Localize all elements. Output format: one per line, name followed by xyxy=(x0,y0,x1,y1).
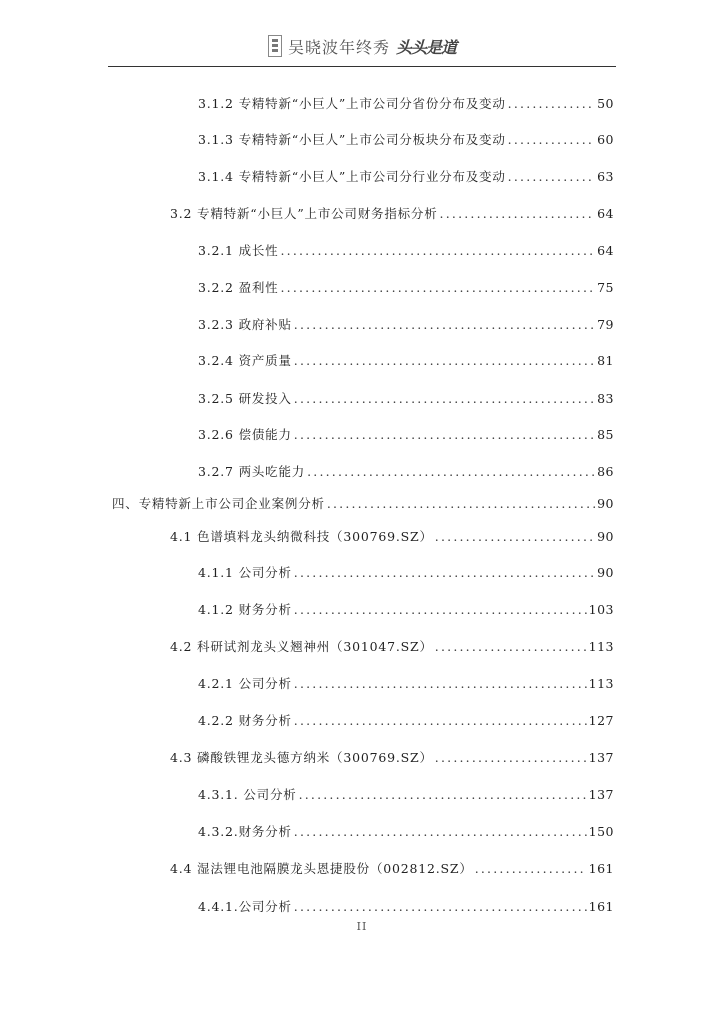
toc-leader-dots xyxy=(299,785,587,805)
toc-entry-page: 64 xyxy=(597,243,614,258)
toc-entry[interactable] xyxy=(198,563,614,583)
toc-leader-dots xyxy=(435,527,595,547)
toc-entry-page: 75 xyxy=(597,280,614,295)
toc-entry-page: 86 xyxy=(597,464,614,479)
toc-entry-title: 4.3 磷酸铁锂龙头德方纳米（300769.SZ） xyxy=(170,750,433,765)
toc-entry-page: 60 xyxy=(597,132,614,147)
toc-leader-dots xyxy=(294,600,587,620)
toc-entry[interactable] xyxy=(198,389,614,409)
toc-entry-page: 90 xyxy=(597,529,614,544)
toc-leader-dots xyxy=(294,351,595,371)
toc-entry-page: 137 xyxy=(588,787,614,802)
toc-leader-dots xyxy=(440,204,596,224)
toc-leader-dots xyxy=(280,278,595,298)
toc-entry-page: 85 xyxy=(597,427,614,442)
toc-leader-dots xyxy=(294,563,595,583)
toc-entry-page: 90 xyxy=(597,565,614,580)
toc-entry[interactable] xyxy=(198,241,614,261)
toc-entry-title: 4.2.1 公司分析 xyxy=(198,676,292,691)
toc-entry-page: 79 xyxy=(597,317,614,332)
toc-entry-page: 103 xyxy=(588,602,614,617)
toc-leader-dots xyxy=(508,94,595,114)
toc-leader-dots xyxy=(294,315,595,335)
toc-entry-page: 113 xyxy=(588,639,614,654)
toc-entry-title: 4.4 湿法锂电池隔膜龙头恩捷股份（002812.SZ） xyxy=(170,861,473,876)
toc-entry-page: 64 xyxy=(597,206,614,221)
toc-entry-title: 4.4.1.公司分析 xyxy=(198,899,292,914)
toc-entry-title: 3.1.3 专精特新“小巨人”上市公司分板块分布及变动 xyxy=(198,132,506,147)
toc-entry[interactable] xyxy=(170,859,614,879)
toc-entry-title: 4.1.1 公司分析 xyxy=(198,565,292,580)
toc-entry-title: 4.1 色谱填料龙头纳微科技（300769.SZ） xyxy=(170,529,433,544)
toc-leader-dots xyxy=(294,674,587,694)
toc-entry[interactable] xyxy=(198,315,614,335)
toc-entry-page: 113 xyxy=(588,676,614,691)
toc-entry[interactable] xyxy=(198,711,614,731)
toc-leader-dots xyxy=(294,822,587,842)
toc-leader-dots xyxy=(294,711,587,731)
toc-entry[interactable] xyxy=(198,130,614,150)
toc-leader-dots xyxy=(435,637,587,657)
toc-entry[interactable] xyxy=(170,637,614,657)
toc-entry-page: 50 xyxy=(597,96,614,111)
toc-leader-dots xyxy=(475,859,587,879)
toc-entry-title: 四、专精特新上市公司企业案例分析 xyxy=(112,496,325,511)
toc-entry[interactable] xyxy=(198,425,614,445)
toc-leader-dots xyxy=(294,897,587,917)
toc-entry-page: 81 xyxy=(597,353,614,368)
toc-entry-page: 127 xyxy=(588,713,614,728)
toc-leader-dots xyxy=(508,130,595,150)
toc-entry-title: 4.3.2.财务分析 xyxy=(198,824,292,839)
toc-entry-page: 137 xyxy=(588,750,614,765)
toc-entry-page: 90 xyxy=(597,496,614,511)
brand-title: 吴晓波年终秀 xyxy=(287,37,390,57)
toc-entry[interactable] xyxy=(170,527,614,547)
toc-entry[interactable] xyxy=(198,785,614,805)
toc-entry-page: 150 xyxy=(588,824,614,839)
toc-entry-title: 3.2.5 研发投入 xyxy=(198,391,292,406)
toc-leader-dots xyxy=(280,241,595,261)
toc-entry[interactable] xyxy=(198,278,614,298)
toc-entry-title: 3.1.4 专精特新“小巨人”上市公司分行业分布及变动 xyxy=(198,169,506,184)
toc-entry-title: 3.2.3 政府补贴 xyxy=(198,317,292,332)
toc-entry-page: 161 xyxy=(588,899,614,914)
toc-entry-page: 83 xyxy=(597,391,614,406)
toc-entry[interactable] xyxy=(170,748,614,768)
toc-entry-page: 161 xyxy=(588,861,614,876)
toc-entry[interactable] xyxy=(198,897,614,917)
toc-entry[interactable] xyxy=(112,494,614,514)
toc-entry-title: 3.2.2 盈利性 xyxy=(198,280,279,295)
toc-entry-title: 4.1.2 财务分析 xyxy=(198,602,292,617)
toc-leader-dots xyxy=(508,167,595,187)
toc-leader-dots xyxy=(294,389,595,409)
toc-entry-title: 3.2.1 成长性 xyxy=(198,243,279,258)
toc-leader-dots xyxy=(327,494,595,514)
toc-entry-title: 4.3.1. 公司分析 xyxy=(198,787,297,802)
toc-entry[interactable] xyxy=(198,674,614,694)
toc-entry[interactable] xyxy=(198,822,614,842)
toc-entry-title: 3.2.4 资产质量 xyxy=(198,353,292,368)
toc-entry[interactable] xyxy=(198,351,614,371)
toc-leader-dots xyxy=(294,425,595,445)
toc-entry-title: 3.1.2 专精特新“小巨人”上市公司分省份分布及变动 xyxy=(198,96,506,111)
toc-entry-page: 63 xyxy=(597,169,614,184)
toc-entry[interactable] xyxy=(198,94,614,114)
page-number: II xyxy=(356,920,368,933)
toc-entry[interactable] xyxy=(198,167,614,187)
toc-entry-title: 4.2.2 财务分析 xyxy=(198,713,292,728)
toc-entry-title: 3.2.7 两头吃能力 xyxy=(198,464,306,479)
toc-leader-dots xyxy=(435,748,587,768)
brand-calligraphy-mark: 头头是道 xyxy=(396,37,457,57)
toc-entry[interactable] xyxy=(170,204,614,224)
toc-entry[interactable] xyxy=(198,600,614,620)
toc-entry-title: 4.2 科研试剂龙头义翘神州（301047.SZ） xyxy=(170,639,433,654)
toc-leader-dots xyxy=(307,462,595,482)
toc-entry-title: 3.2 专精特新“小巨人”上市公司财务指标分析 xyxy=(170,206,438,221)
toc-entry-title: 3.2.6 偿债能力 xyxy=(198,427,292,442)
toc-entry[interactable] xyxy=(198,462,614,482)
